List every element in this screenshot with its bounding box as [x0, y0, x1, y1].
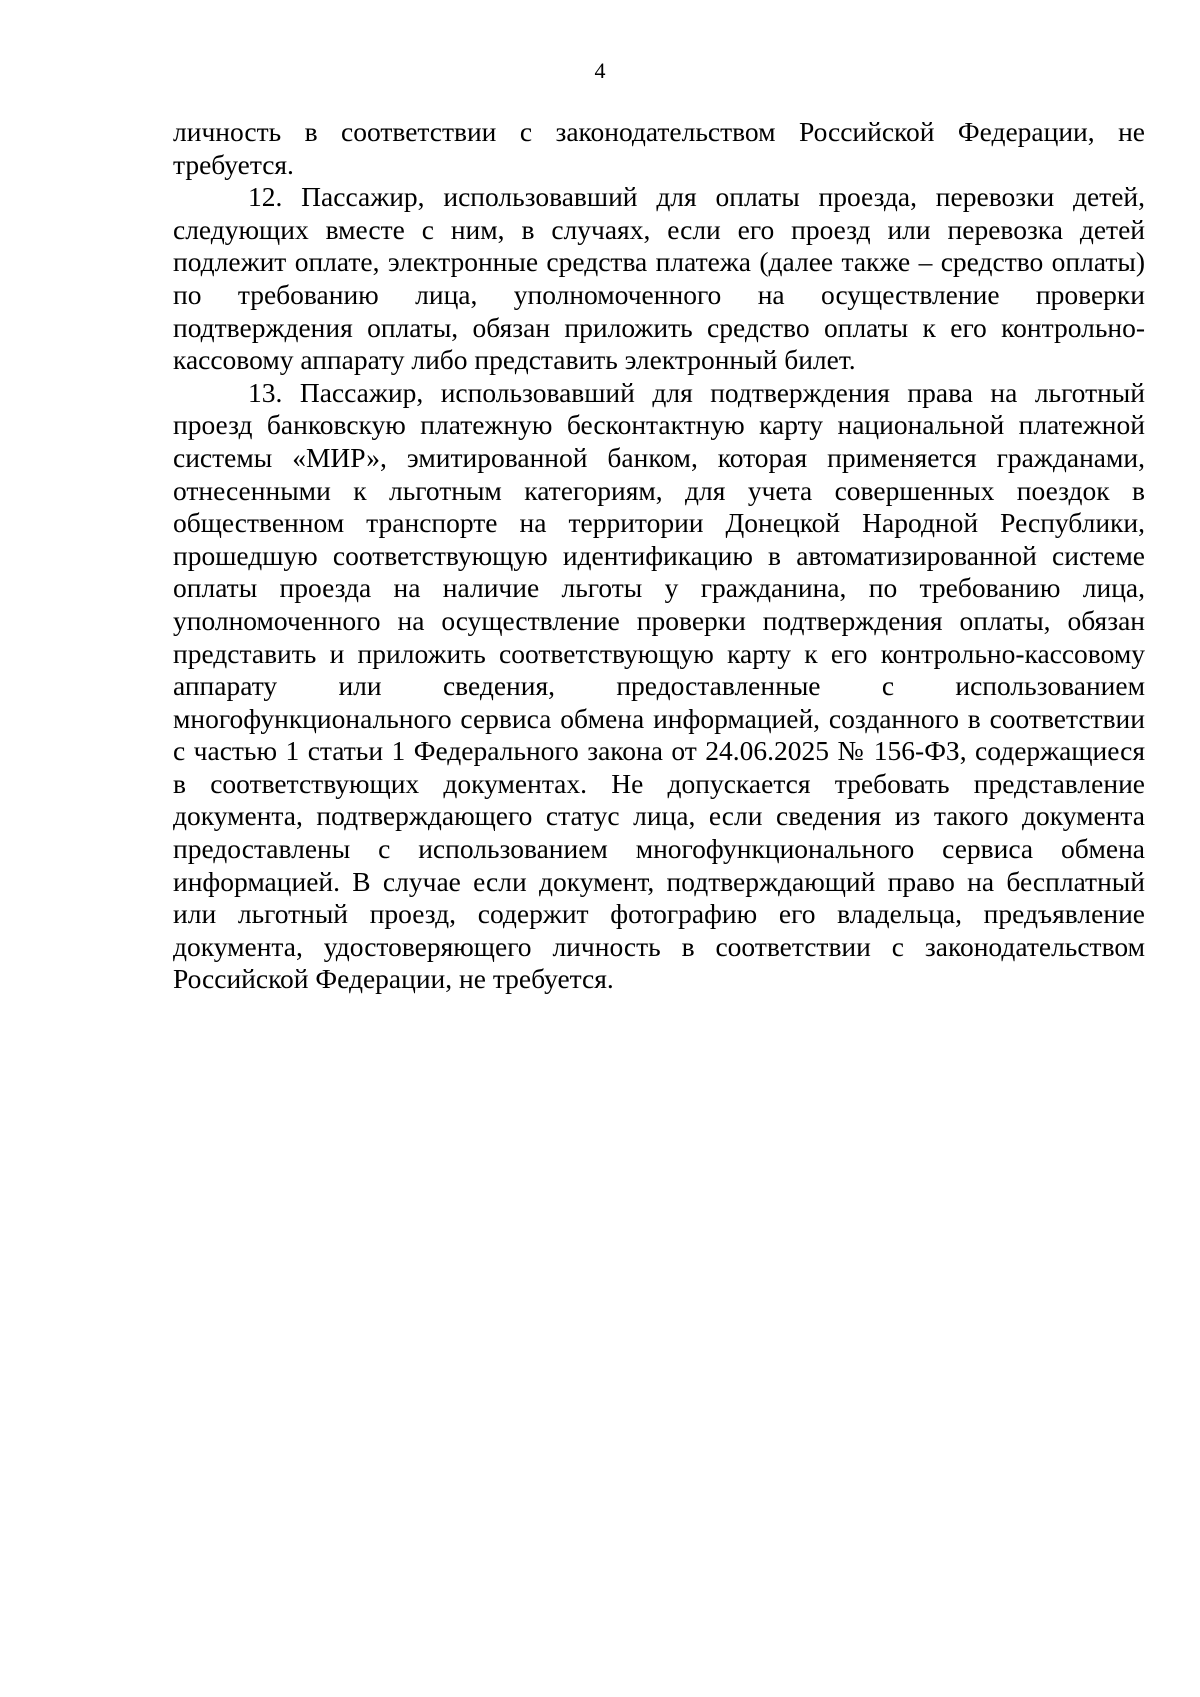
paragraph-13: 13. Пассажир, использовавший для подтверждения права на льготный проезд банковскую платежную бесконтактную карту национальной платежной системы «МИР», эмитированной банком, которая применяется гражданами, отнесенными к льготным категориям, для учета совершенных поездок в общественном транспорте на территории Донецкой Народной Республики, прошедшую соответствующую идентификацию в автоматизированной системе оплаты проезда на наличие льготы у гражданина, по требованию лица, уполномоченного на осуществление проверки подтверждения оплаты, обязан представить и приложить соответствующую карту к его контрольно-кассовому аппарату или сведения, предоставленные с использованием многофункционального сервиса обмена информацией, созданного в соответствии с частью 1 статьи 1 Федерального закона от 24.06.2025 № 156-ФЗ, содержащиеся в соответствующих документах. Не допускается требовать представление документа, подтверждающего статус лица, если сведения из такого документа предоставлены с использованием многофункционального сервиса обмена информацией. В случае если документ, подтверждающий право на бесплатный или льготный проезд, содержит фотографию его владельца, предъявление документа, удостоверяющего личность в соответствии с законодательством Российской Федерации, не требуется.	[173, 376, 1145, 995]
page-number: 4	[594, 58, 606, 83]
document-body	[173, 116, 1145, 996]
paragraph-12: 12. Пассажир, использовавший для оплаты проезда, перевозки детей, следующих вместе с ним, в случаях, если его проезд или перевозка детей подлежит оплате, электронные средства платежа (далее также – средство оплаты) по требованию лица, уполномоченного на осуществление проверки подтверждения оплаты, обязан приложить средство оплаты к его контрольно-кассовому аппарату либо представить электронный билет.	[173, 181, 1145, 376]
paragraph-continuation: личность в соответствии с законодательством Российской Федерации, не требуется.	[173, 116, 1145, 180]
